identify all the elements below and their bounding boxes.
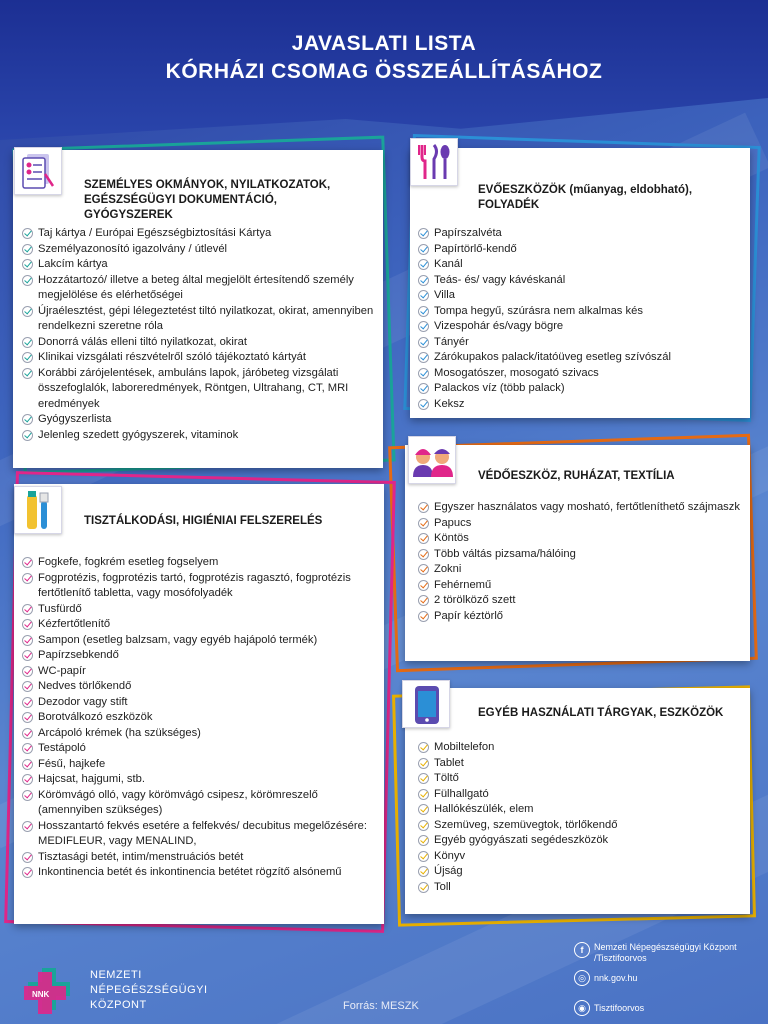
list-item-text: Könyv	[434, 849, 466, 862]
documents-card-title: SZEMÉLYES OKMÁNYOK, NYILATKOZATOK, EGÉSZSÉGÜGYI DOKUMENTÁCIÓ, GYÓGYSZEREK	[84, 179, 331, 221]
list-item	[22, 571, 376, 602]
list-item-text: Lakcím kártya	[38, 258, 108, 270]
list-item-text: Papír kéztörlő	[434, 609, 504, 622]
list-item-text: Papírzsebkendő	[38, 649, 119, 661]
list-item	[22, 865, 376, 881]
checkmark-icon	[418, 820, 429, 831]
source-text: Forrás: MESZK	[343, 1000, 419, 1012]
list-item-text: Kanál	[434, 258, 463, 270]
list-item	[418, 366, 742, 382]
list-item	[22, 617, 376, 633]
list-item	[22, 741, 376, 757]
list-item-text: Tusfürdő	[38, 602, 82, 615]
checkmark-icon	[22, 712, 33, 723]
list-item-text: Újság	[434, 865, 463, 877]
hygiene-card-title: TISZTÁLKODÁSI, HIGIÉNIAI FELSZERELÉS	[84, 515, 323, 527]
checkmark-icon	[22, 259, 33, 270]
list-item	[22, 710, 376, 726]
checkmark-icon	[418, 368, 429, 379]
instagram-icon: ◉	[574, 1000, 590, 1016]
list-item	[22, 757, 376, 773]
list-item	[22, 772, 376, 788]
checkmark-icon	[22, 697, 33, 708]
list-item-text: Mosogatószer, mosogató szivacs	[434, 366, 599, 379]
list-item	[22, 242, 374, 258]
checkmark-icon	[22, 852, 33, 863]
list-item	[418, 756, 744, 772]
list-item-text: Villa	[434, 289, 455, 301]
checkmark-icon	[418, 804, 429, 815]
checkmark-icon	[22, 604, 33, 615]
list-item	[418, 319, 742, 335]
checkmark-icon	[418, 228, 429, 239]
list-item-text: Palackos víz (több palack)	[434, 382, 565, 394]
list-item-text: 2 törölköző szett	[434, 594, 516, 606]
list-item	[22, 335, 374, 351]
other-card-title: EGYÉB HASZNÁLATI TÁRGYAK, ESZKÖZÖK	[478, 707, 724, 719]
checkmark-icon	[22, 867, 33, 878]
checkmark-icon	[22, 759, 33, 770]
checkmark-icon	[22, 821, 33, 832]
list-item	[418, 257, 742, 273]
checkmark-icon	[418, 773, 429, 784]
list-item-text: Töltő	[434, 772, 459, 784]
nnk-logo	[22, 964, 80, 1016]
list-item-text: Szemüveg, szemüvegtok, törlőkendő	[434, 818, 618, 831]
checkmark-icon	[418, 758, 429, 769]
list-item-text: Egyszer használatos vagy mosható, fertőtleníthető szájmaszk	[434, 501, 740, 513]
list-item-text: Papírszalvéta	[434, 227, 502, 239]
checkmark-icon	[418, 383, 429, 394]
list-item-text: Hallókészülék, elem	[434, 803, 534, 815]
checkmark-icon	[22, 352, 33, 363]
list-item-text: Fehérnemű	[434, 578, 492, 591]
checkmark-icon	[418, 244, 429, 255]
list-item	[22, 819, 376, 850]
list-item	[22, 602, 376, 618]
checkmark-icon	[418, 595, 429, 606]
list-item	[418, 381, 742, 397]
documents-list	[22, 226, 374, 443]
list-item	[22, 695, 376, 711]
globe-icon: ◎	[574, 970, 590, 986]
list-item	[22, 664, 376, 680]
checkmark-icon	[22, 728, 33, 739]
list-item-text: Klinikai vizsgálati részvételről szóló tájékoztató kártyát	[38, 351, 306, 363]
list-item-text: WC-papír	[38, 664, 86, 677]
checkmark-icon	[418, 337, 429, 348]
checkmark-icon	[418, 518, 429, 529]
facebook-icon: f	[574, 942, 590, 958]
checkmark-icon	[22, 306, 33, 317]
list-item	[22, 788, 376, 819]
checkmark-icon	[22, 430, 33, 441]
list-item-text: Testápoló	[38, 742, 86, 754]
checkmark-icon	[22, 774, 33, 785]
checkmark-icon	[418, 866, 429, 877]
list-item	[418, 818, 744, 834]
list-item	[418, 740, 744, 756]
list-item	[22, 304, 374, 335]
list-item	[418, 593, 744, 609]
list-item	[418, 226, 742, 242]
list-item	[22, 648, 376, 664]
list-item-text: Keksz	[434, 397, 465, 410]
list-item-text: Tányér	[434, 335, 469, 348]
list-item-text: Hozzátartozó/ illetve a beteg által megjelölt értesítendő személy megjelölése és elérhetőségei	[38, 273, 354, 301]
list-item-text: Újraélesztést, gépi lélegeztetést tiltó nyilatkozat, okirat, amennyiben rendelkezni szeretne róla	[38, 304, 374, 332]
list-item-text: Fésű, hajkefe	[38, 757, 106, 770]
list-item-text: Hosszantartó fekvés esetére a felfekvés/ decubitus megelőzésére: MEDIFLEUR, vagy MENALIND,	[38, 819, 367, 847]
list-item	[418, 273, 742, 289]
list-item	[418, 531, 744, 547]
checkmark-icon	[418, 502, 429, 513]
list-item-text: Mobiltelefon	[434, 741, 495, 753]
list-item	[22, 726, 376, 742]
list-item	[22, 679, 376, 695]
cutlery-icon	[410, 138, 458, 186]
list-item-text: Vizespohár és/vagy bögre	[434, 320, 564, 332]
list-item-text: Fogkefe, fogkrém esetleg fogselyem	[38, 556, 219, 568]
cutlery-list	[418, 226, 742, 412]
checkmark-icon	[22, 337, 33, 348]
list-item-text: Fogprotézis, fogprotézis tartó, fogprotézis ragasztó, fogprotézis fertőtlenítő tabletta, vagy mosófolyadék	[38, 571, 351, 599]
list-item	[418, 350, 742, 366]
list-item-text: Tompa hegyű, szúrásra nem alkalmas kés	[434, 304, 643, 317]
checkmark-icon	[22, 635, 33, 646]
list-item-text: Donorrá válás elleni tiltó nyilatkozat, okirat	[38, 335, 247, 348]
list-item-text: Fülhallgató	[434, 787, 489, 800]
list-item-text: Dezodor vagy stift	[38, 695, 128, 708]
list-item-text: Arcápoló krémek (ha szükséges)	[38, 726, 201, 739]
list-item-text: Korábbi zárójelentések, ambuláns lapok, járóbeteg vizsgálati összefoglalók, laboreredmények, Röntgen, Ultrahang, CT, MRI eredmények	[38, 366, 349, 410]
list-item-text: Zárókupakos palack/itatóüveg esetleg szívószál	[434, 351, 671, 363]
checkmark-icon	[418, 549, 429, 560]
checkmark-icon	[418, 399, 429, 410]
list-item-text: Borotválkozó eszközök	[38, 711, 153, 723]
checkmark-icon	[418, 290, 429, 301]
list-item	[22, 350, 374, 366]
list-item-text: Hajcsat, hajgumi, stb.	[38, 773, 145, 785]
list-item-text: Inkontinencia betét és inkontinencia betétet rögzítő alsónemű	[38, 866, 342, 878]
checkmark-icon	[22, 228, 33, 239]
list-item-text: Tablet	[434, 756, 464, 769]
list-item	[22, 273, 374, 304]
list-item	[418, 787, 744, 803]
checkmark-icon	[418, 580, 429, 591]
document-icon	[14, 147, 62, 195]
checkmark-icon	[418, 789, 429, 800]
phone-icon	[402, 680, 450, 728]
list-item	[418, 242, 742, 258]
list-item	[418, 833, 744, 849]
list-item	[22, 555, 376, 571]
checkmark-icon	[22, 743, 33, 754]
checkmark-icon	[22, 368, 33, 379]
list-item	[418, 288, 742, 304]
list-item	[22, 428, 374, 444]
list-item-text: Toll	[434, 880, 451, 893]
list-item	[418, 397, 742, 413]
list-item	[22, 633, 376, 649]
checkmark-icon	[22, 275, 33, 286]
list-item-text: Több váltás pizsama/hálóing	[434, 547, 576, 560]
checkmark-icon	[418, 851, 429, 862]
page-title: JAVASLATI LISTA KÓRHÁZI CSOMAG ÖSSZEÁLLÍTÁSÁHOZ	[165, 32, 603, 83]
list-item-text: Papírtörlő-kendő	[434, 242, 517, 255]
organization-name: NEMZETI NÉPEGÉSZSÉGÜGYI KÖZPONT	[90, 969, 208, 1011]
checkmark-icon	[418, 306, 429, 317]
other-list	[418, 740, 744, 895]
list-item-text: Személyazonosító igazolvány / útlevél	[38, 242, 228, 255]
list-item	[22, 850, 376, 866]
checkmark-icon	[22, 650, 33, 661]
list-item-text: Jelenleg szedett gyógyszerek, vitaminok	[38, 428, 239, 441]
list-item-text: Zokni	[434, 563, 462, 575]
checkmark-icon	[22, 790, 33, 801]
list-item	[418, 609, 744, 625]
list-item	[418, 304, 742, 320]
checkmark-icon	[418, 564, 429, 575]
cutlery-card-title: EVŐESZKÖZÖK (műanyag, eldobható), FOLYADÉK	[478, 184, 693, 211]
logo-text: NNK	[32, 990, 50, 999]
list-item	[418, 547, 744, 563]
list-item	[22, 257, 374, 273]
list-item	[22, 412, 374, 428]
checkmark-icon	[418, 835, 429, 846]
checkmark-icon	[22, 681, 33, 692]
list-item	[418, 562, 744, 578]
list-item	[418, 578, 744, 594]
list-item-text: Tisztasági betét, intim/menstruációs betét	[38, 850, 244, 863]
toothbrush-icon	[14, 486, 62, 534]
checkmark-icon	[22, 244, 33, 255]
list-item	[418, 849, 744, 865]
list-item-text: Kézfertőtlenítő	[38, 618, 111, 630]
list-item-text: Köntös	[434, 532, 469, 544]
list-item-text: Nedves törlőkendő	[38, 680, 132, 692]
list-item	[418, 335, 742, 351]
checkmark-icon	[418, 742, 429, 753]
checkmark-icon	[418, 611, 429, 622]
checkmark-icon	[22, 573, 33, 584]
list-item	[418, 802, 744, 818]
clothing-card-title: VÉDŐESZKÖZ, RUHÁZAT, TEXTÍLIA	[478, 470, 675, 482]
list-item	[418, 500, 744, 516]
checkmark-icon	[418, 321, 429, 332]
people-icon	[408, 436, 456, 484]
checkmark-icon	[22, 414, 33, 425]
list-item	[22, 366, 374, 413]
hygiene-list	[22, 555, 376, 881]
list-item-text: Papucs	[434, 516, 472, 529]
checkmark-icon	[418, 882, 429, 893]
list-item	[22, 226, 374, 242]
checkmark-icon	[418, 275, 429, 286]
checkmark-icon	[22, 666, 33, 677]
checkmark-icon	[418, 533, 429, 544]
list-item-text: Körömvágó olló, vagy körömvágó csipesz, körömreszelő (amennyiben szükséges)	[38, 788, 318, 816]
clothing-list	[418, 500, 744, 624]
list-item	[418, 771, 744, 787]
list-item-text: Sampon (esetleg balzsam, vagy egyéb hajápoló termék)	[38, 633, 318, 646]
list-item	[418, 516, 744, 532]
list-item	[418, 880, 744, 896]
checkmark-icon	[22, 557, 33, 568]
checkmark-icon	[22, 619, 33, 630]
list-item-text: Gyógyszerlista	[38, 413, 112, 425]
checkmark-icon	[418, 259, 429, 270]
list-item	[418, 864, 744, 880]
list-item-text: Teás- és/ vagy kávéskanál	[434, 273, 566, 286]
list-item-text: Taj kártya / Európai Egészségbiztosítási Kártya	[38, 227, 272, 239]
list-item-text: Egyéb gyógyászati segédeszközök	[434, 834, 609, 846]
checkmark-icon	[418, 352, 429, 363]
